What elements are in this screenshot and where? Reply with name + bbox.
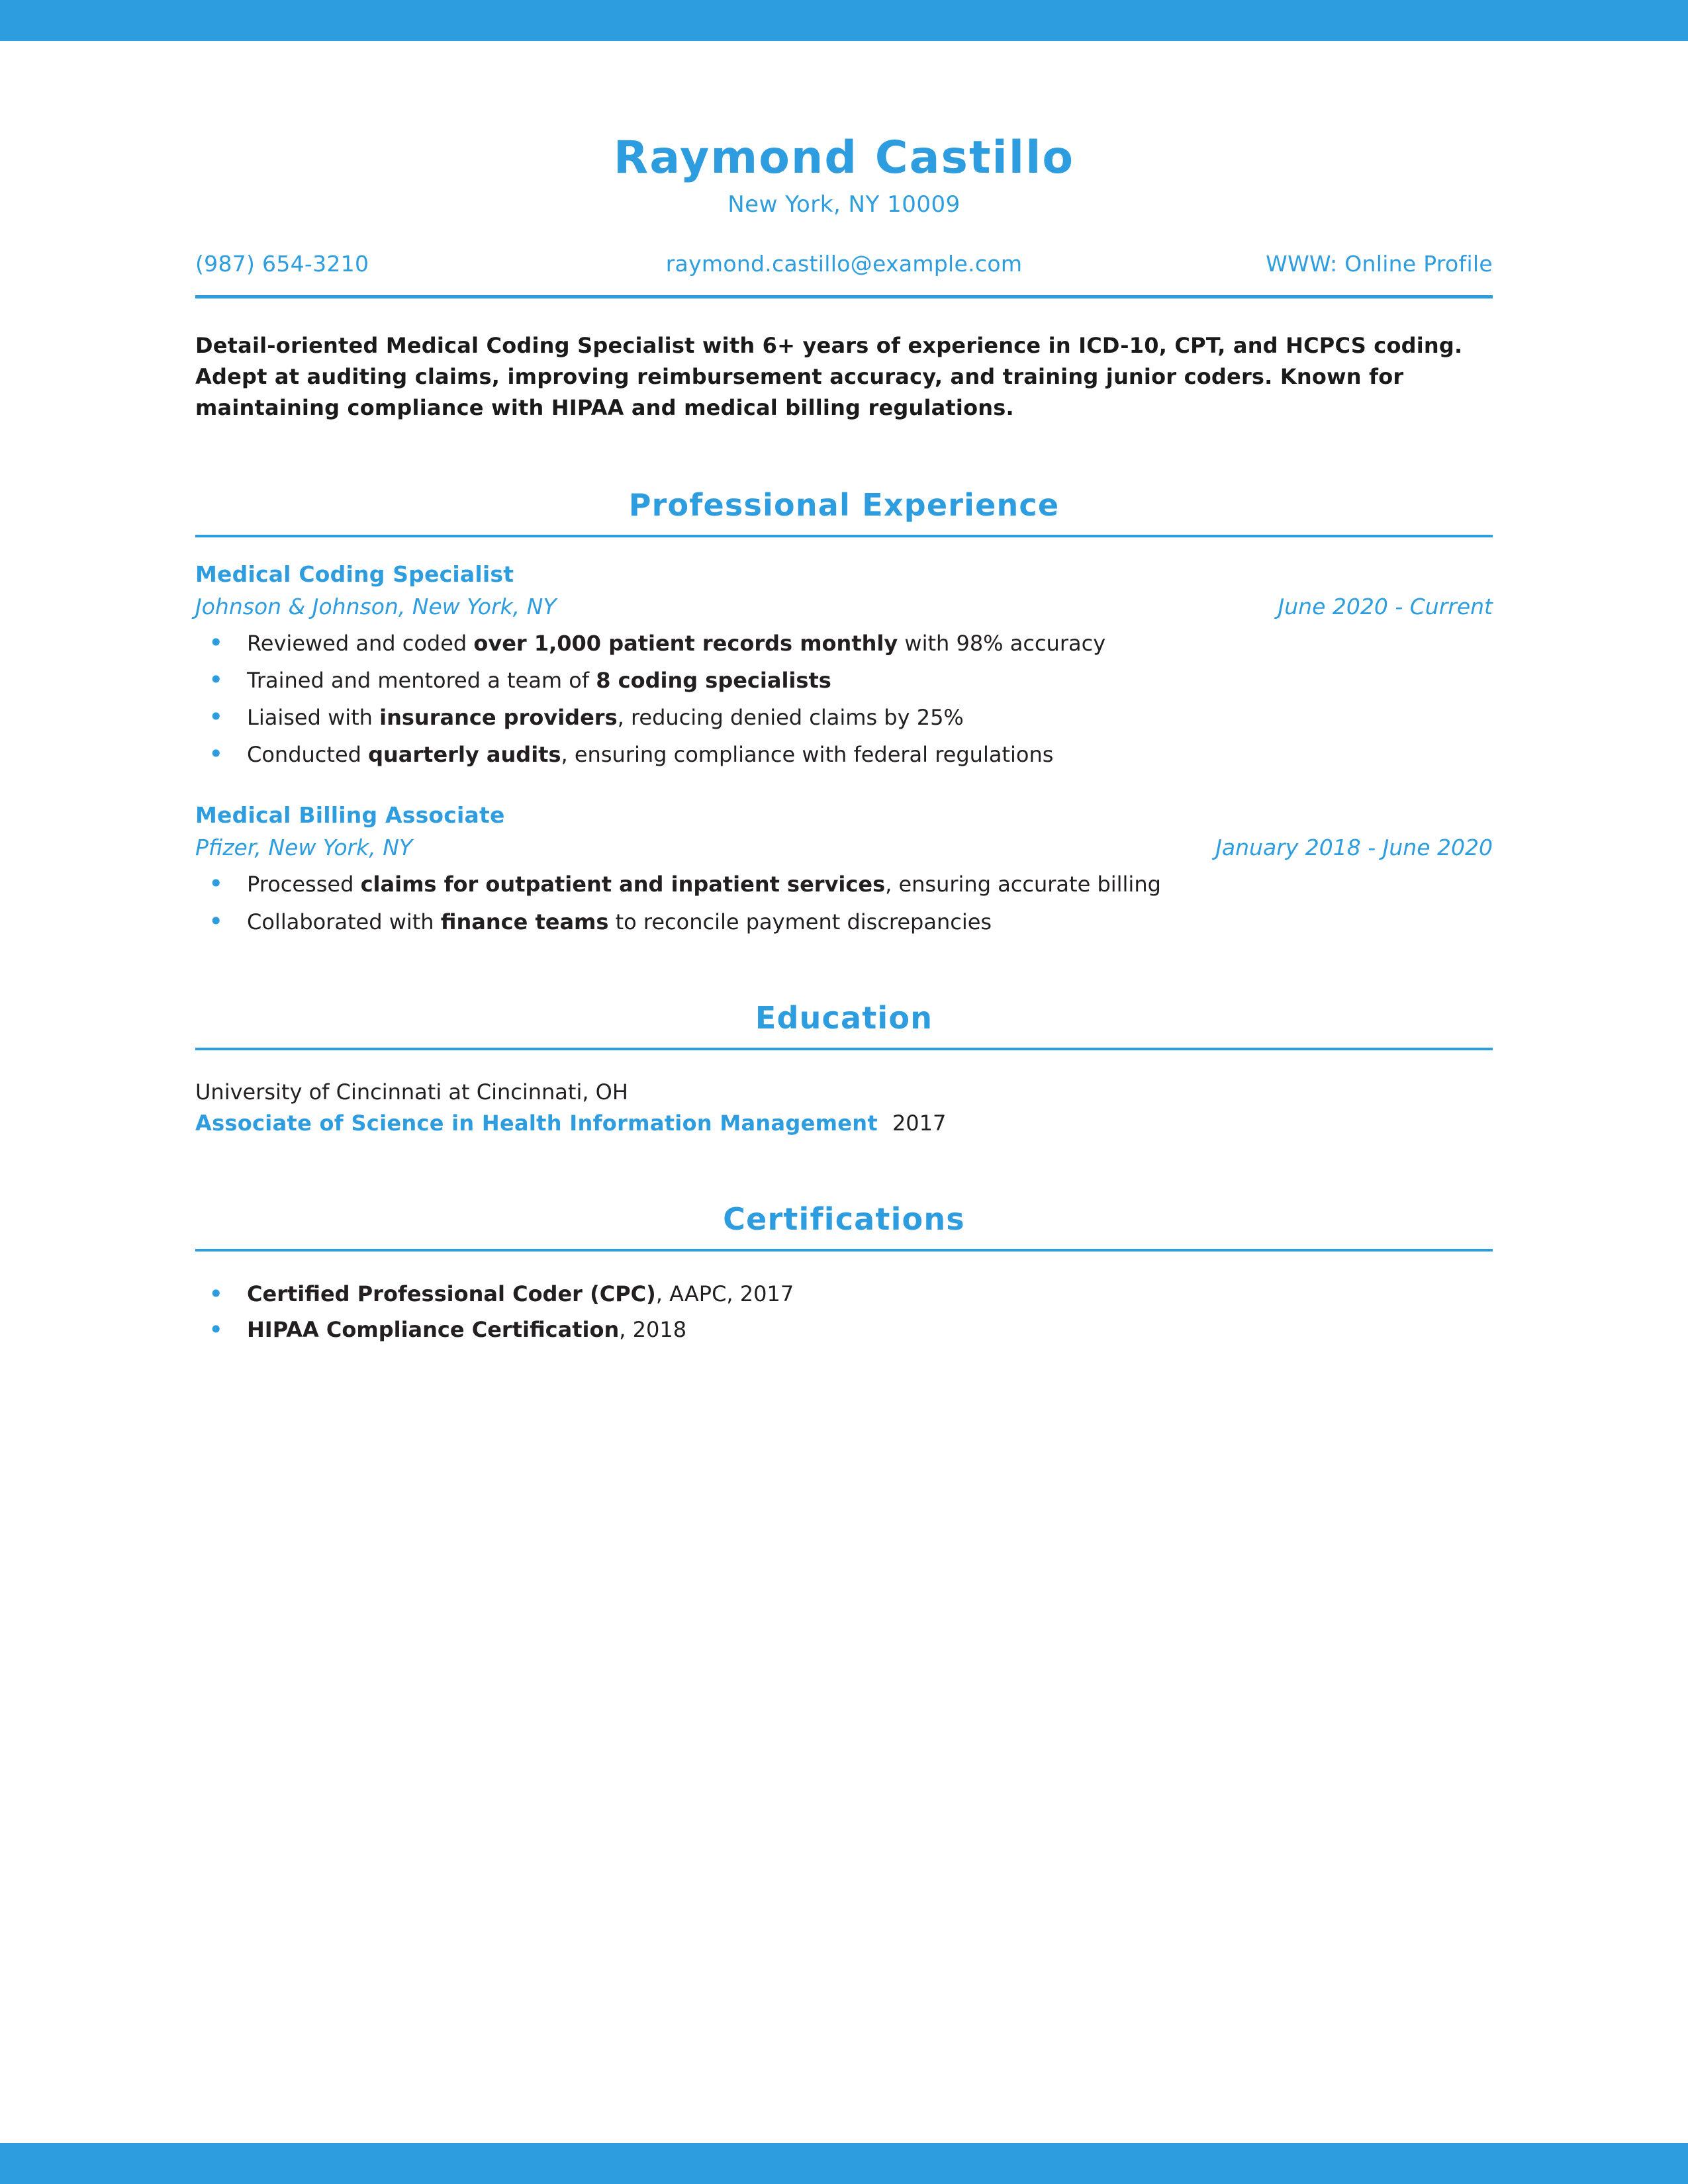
section-title-experience: Professional Experience <box>628 486 1060 523</box>
bullet-text-tail: , reducing denied claims by 25% <box>617 705 964 731</box>
bullet-highlight: finance teams <box>440 909 609 934</box>
bullet-highlight: claims for outpatient and inpatient services <box>360 872 886 897</box>
education-school: University of Cincinnati at Cincinnati, OH <box>195 1079 628 1105</box>
bullet-text-tail: , ensuring accurate billing <box>885 872 1161 897</box>
education-year: 2017 <box>892 1110 947 1136</box>
job-meta <box>195 835 1493 860</box>
contact-website[interactable]: WWW: Online Profile <box>1266 251 1493 277</box>
bullet-text: Conducted <box>247 742 369 768</box>
contact-row <box>195 251 1493 277</box>
list-item <box>195 1279 1493 1309</box>
bullet-text-tail: with 98% accuracy <box>898 630 1106 656</box>
bullet-text: Processed <box>247 872 361 897</box>
list-item <box>195 703 1493 732</box>
bullet-text-tail: , ensuring compliance with federal regulations <box>561 742 1054 768</box>
section-title-education: Education <box>755 999 933 1036</box>
bullet-text: Liaised with <box>247 705 380 731</box>
education-degree: Associate of Science in Health Information Management <box>195 1110 878 1136</box>
section-divider <box>195 1249 1493 1251</box>
bullet-highlight: quarterly audits <box>368 742 561 768</box>
list-item <box>195 629 1493 658</box>
section-experience <box>195 487 1493 936</box>
bullet-text-tail: to reconcile payment discrepancies <box>608 909 992 934</box>
bullet-text: Reviewed and coded <box>247 630 474 656</box>
job-title: Medical Billing Associate <box>195 802 505 829</box>
contact-phone: (987) 654-3210 <box>195 251 369 277</box>
bullet-highlight: insurance providers <box>379 705 618 731</box>
certification-detail: , 2018 <box>619 1316 687 1342</box>
bottom-accent-bar <box>0 2143 1688 2184</box>
bullet-text: Collaborated with <box>247 909 441 934</box>
list-item <box>195 907 1493 936</box>
resume-header <box>195 134 1493 298</box>
list-item <box>195 666 1493 695</box>
contact-email[interactable]: raymond.castillo@example.com <box>665 251 1023 277</box>
job-bullets <box>195 870 1493 936</box>
bullet-highlight: 8 coding specialists <box>596 667 831 693</box>
bullet-highlight: over 1,000 patient records monthly <box>473 630 898 656</box>
certification-detail: , AAPC, 2017 <box>655 1281 794 1307</box>
header-divider <box>195 295 1493 298</box>
certification-name: HIPAA Compliance Certification <box>247 1316 620 1342</box>
job-company: Johnson & Johnson, New York, NY <box>195 593 557 619</box>
resume-content <box>0 41 1688 1350</box>
list-item <box>195 740 1493 769</box>
certification-list <box>195 1279 1493 1345</box>
top-accent-bar <box>0 0 1688 41</box>
experience-entry <box>195 561 1493 770</box>
section-title-certifications: Certifications <box>723 1201 965 1238</box>
header-location: New York, NY 10009 <box>727 191 961 218</box>
list-item <box>195 870 1493 899</box>
bullet-text: Trained and mentored a team of <box>247 667 596 693</box>
job-meta <box>195 594 1493 619</box>
education-degree-line <box>195 1109 1493 1138</box>
section-education <box>195 1000 1493 1138</box>
certification-name: Certified Professional Coder (CPC) <box>247 1281 656 1307</box>
page-title: Raymond Castillo <box>613 132 1075 184</box>
job-company: Pfizer, New York, NY <box>195 835 413 861</box>
section-certifications <box>195 1201 1493 1345</box>
job-dates: June 2020 - Current <box>1278 593 1493 619</box>
education-entry <box>195 1078 1493 1138</box>
professional-summary: Detail-oriented Medical Coding Specialist with 6+ years of experience in ICD-10, CPT, and HCPCS coding. Adept at auditing claims, improving reimbursement accuracy, and training junior coders. Known for maintaining compliance with HIPAA and medical billing regulations. <box>195 332 1463 420</box>
section-divider <box>195 535 1493 537</box>
job-title: Medical Coding Specialist <box>195 561 514 587</box>
section-divider <box>195 1048 1493 1050</box>
job-bullets <box>195 629 1493 770</box>
job-dates: January 2018 - June 2020 <box>1215 835 1493 861</box>
list-item <box>195 1315 1493 1345</box>
experience-entry <box>195 802 1493 936</box>
